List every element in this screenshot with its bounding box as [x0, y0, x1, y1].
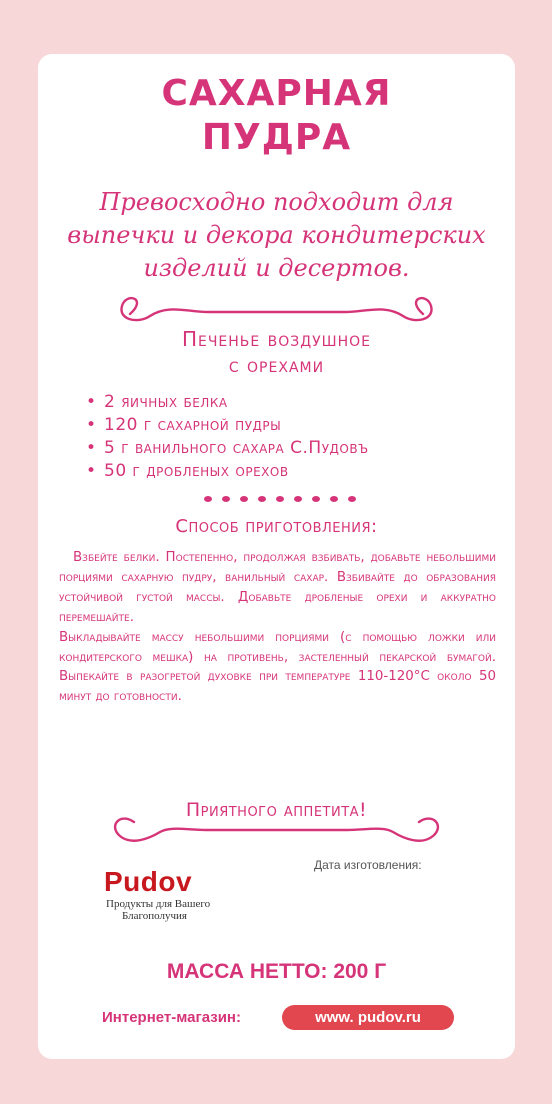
ingredient-item: • 50 г дробленых орехов: [86, 460, 369, 483]
package-card: [38, 54, 515, 1059]
online-shop-label: Интернет-магазин:: [102, 1009, 241, 1026]
swirl-divider-bottom: [38, 812, 515, 852]
closing-text: Приятного аппетита!: [185, 799, 368, 821]
ingredients-list: [86, 391, 369, 483]
brand-tagline-line2: Благополучия: [122, 910, 187, 922]
dotted-divider: [38, 492, 515, 506]
net-weight: МАССА НЕТТО: 200 Г: [166, 960, 387, 983]
product-title-line2: ПУДРА: [201, 117, 352, 158]
method-paragraph-2: Выкладывайте массу небольшими порциями (с помощью ложки или кондитерского мешка) на противень, застеленный пекарской бумагой. Выпекайте в разогретой духовке при температуре 110-120°С около 50 минут до готовности.: [59, 629, 496, 705]
product-title-line1: САХАРНАЯ: [161, 73, 392, 114]
brand-logo: [104, 866, 234, 922]
brand-tagline-line1: Продукты для Вашего: [106, 898, 211, 910]
ingredient-item: • 5 г ванильного сахара С.Пудовъ: [86, 437, 369, 460]
recipe-title-line2: с орехами: [228, 353, 325, 377]
method-title: Способ приготовления:: [175, 516, 378, 537]
product-subtitle: Превосходно подходит для выпечки и декора кондитерских изделий и десертов.: [67, 188, 486, 282]
recipe-title-line1: Печенье воздушное: [181, 327, 372, 351]
ingredient-item: • 120 г сахарной пудры: [86, 414, 369, 437]
production-date-label: Дата изготовления:: [314, 858, 422, 872]
brand-name: Pudov: [104, 866, 193, 897]
ingredient-item: • 2 яичных белка: [86, 391, 369, 414]
shop-url-button[interactable]: www. pudov.ru: [282, 1005, 454, 1030]
method-text: [59, 548, 496, 707]
method-paragraph-1: Взбейте белки. Постепенно, продолжая взбивать, добавьте небольшими порциями сахарную пудру, ванильный сахар. Взбивайте до образования устойчивой густой массы. Добавьте дробленые орехи и аккуратно перемешайте.: [59, 550, 496, 625]
swirl-divider-top: [38, 294, 515, 330]
recipe-title: [38, 326, 515, 378]
